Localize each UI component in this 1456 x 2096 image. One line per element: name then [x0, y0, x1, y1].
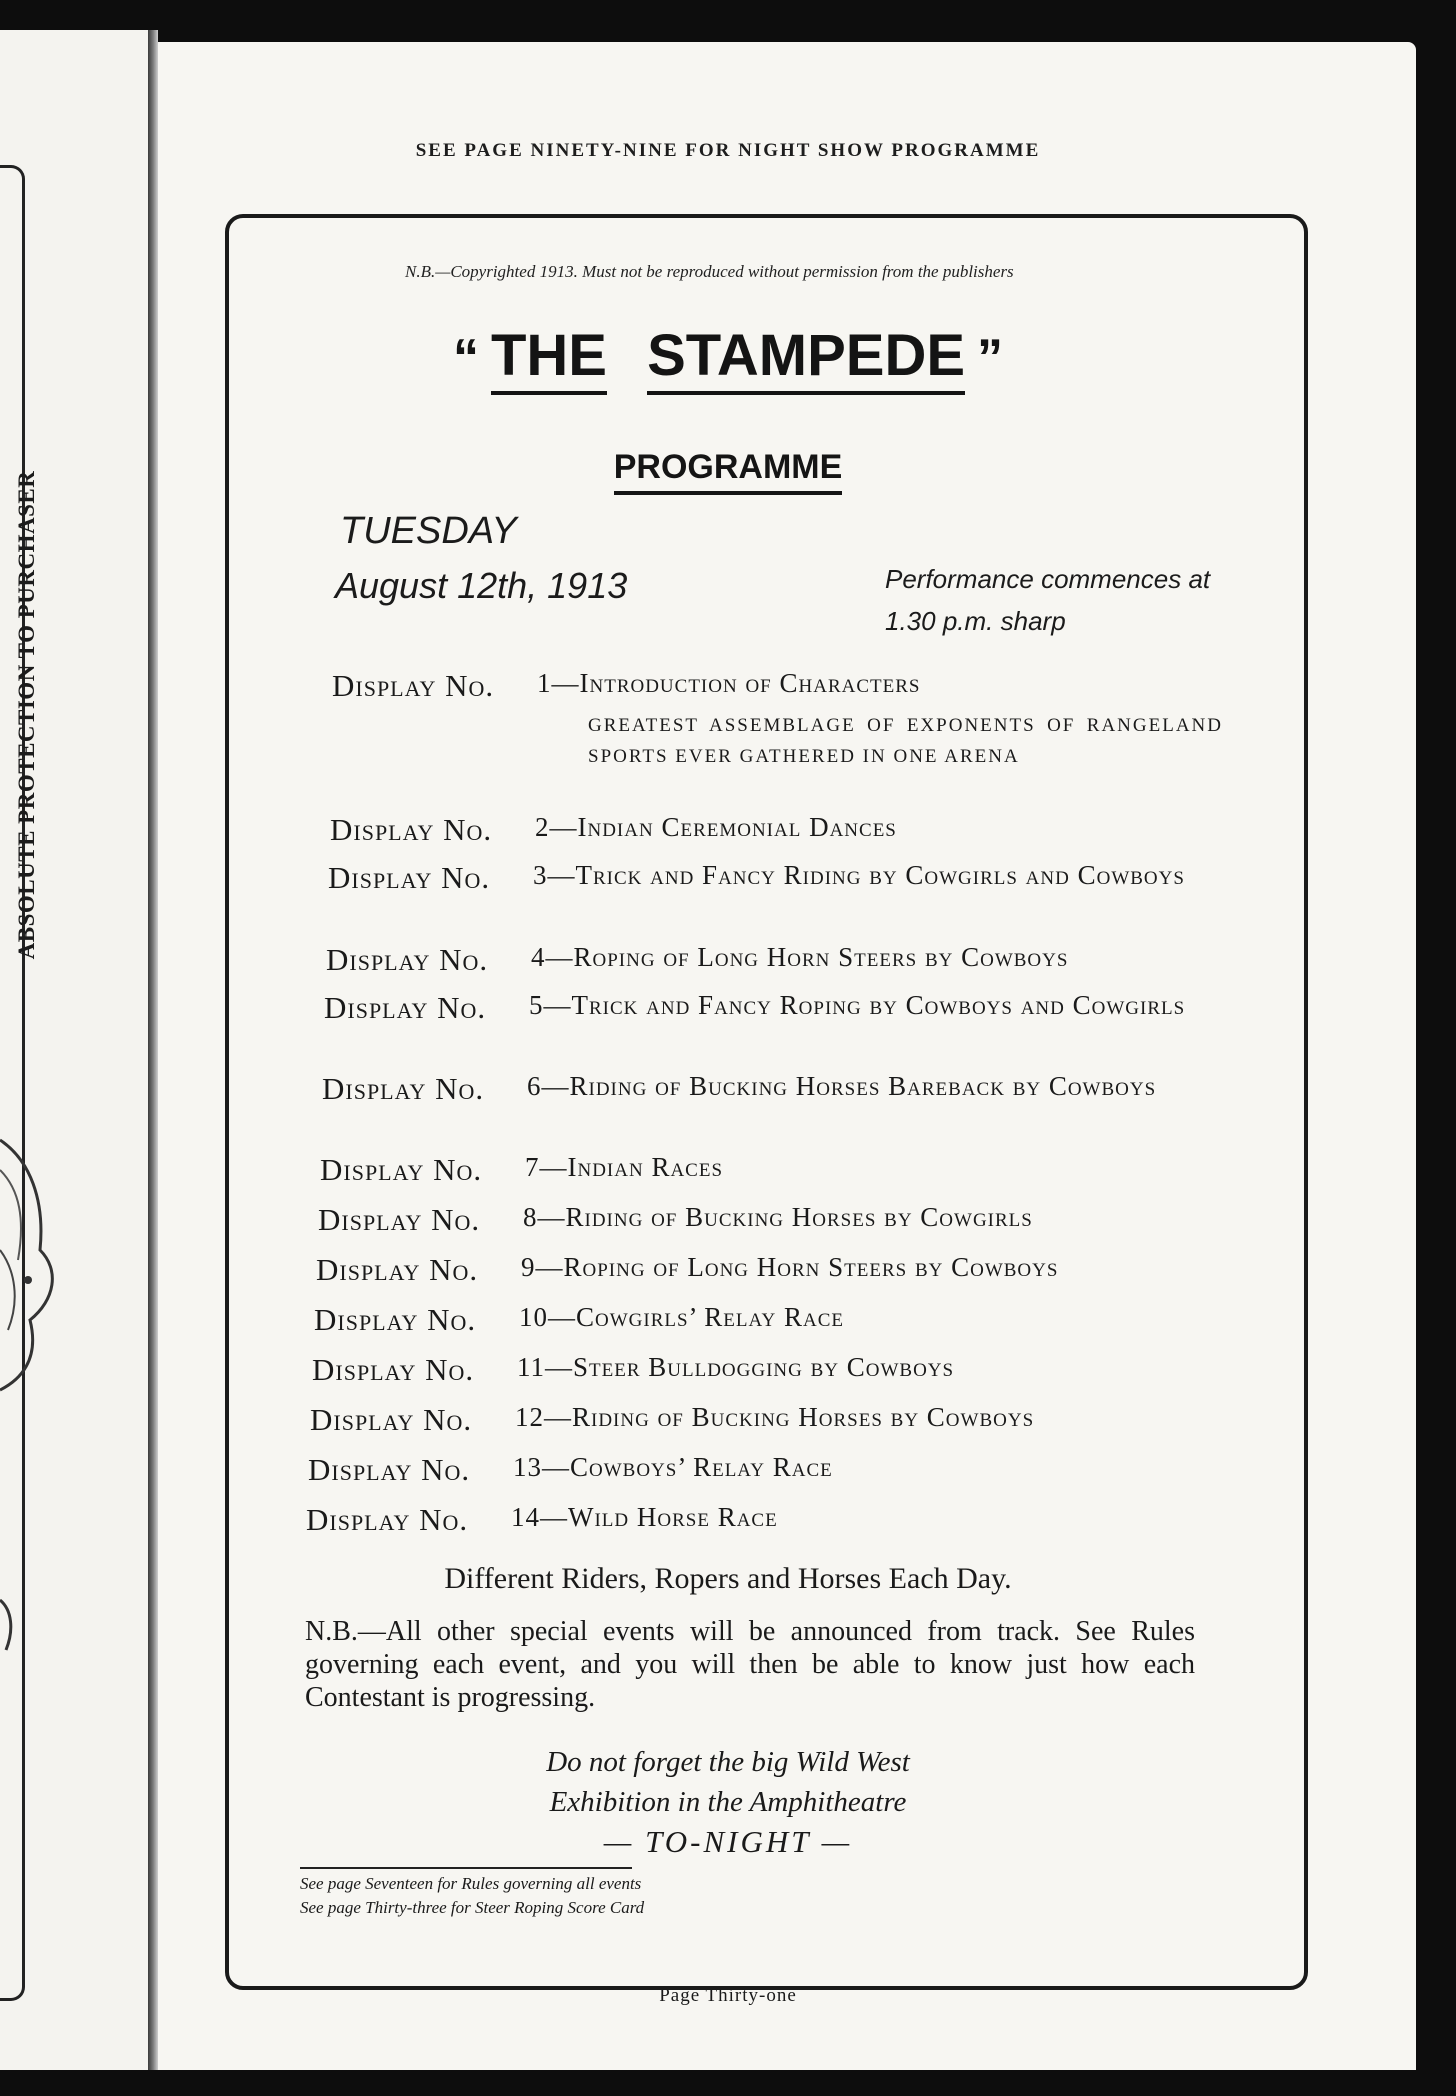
display-title — [533, 860, 1230, 896]
footnote-score-card: See page Thirty-three for Steer Roping Score Card — [300, 1898, 645, 1917]
display-title — [521, 1252, 1230, 1288]
title-word-stampede: STAMPEDE — [647, 322, 965, 395]
display-number: 13 — [513, 1452, 542, 1482]
display-row-11 — [312, 1352, 1230, 1388]
display-row-12 — [310, 1402, 1230, 1438]
display-title-text: Riding of Bucking Horses by Cowgirls — [565, 1202, 1033, 1232]
reminder-tonight: — TO-NIGHT — — [603, 1824, 853, 1859]
display-label: Display No. — [310, 1402, 473, 1437]
left-page-vertical-heading — [12, 425, 42, 1005]
display-dash: — — [540, 1502, 568, 1532]
display-title — [537, 668, 1230, 704]
copyright-notice: N.B.—Copyrighted 1913. Must not be reproduced without permission from the publishers — [405, 262, 1014, 281]
display-number: 11 — [517, 1352, 545, 1382]
display-number: 9 — [521, 1252, 536, 1282]
display-row-7 — [320, 1152, 1230, 1188]
display-dash: — — [545, 1352, 573, 1382]
display-number: 4 — [531, 942, 546, 972]
display-row-6 — [322, 1071, 1230, 1107]
display-title-text: Indian Races — [567, 1152, 724, 1182]
display-label: Display No. — [320, 1152, 483, 1187]
display-title — [525, 1152, 1230, 1188]
display-number: 14 — [511, 1502, 540, 1532]
display-title-text: Roping of Long Horn Steers by Cowboys — [563, 1252, 1059, 1282]
display-label: Display No. — [332, 668, 495, 703]
display-title-text: Trick and Fancy Roping by Cowboys and Cowgirls — [571, 990, 1186, 1020]
display-number: 10 — [519, 1302, 548, 1332]
display-dash: — — [545, 942, 574, 972]
display-title — [515, 1402, 1230, 1438]
title-word-the: THE — [491, 322, 607, 395]
reminder-line-2: Exhibition in the Amphitheatre — [549, 1786, 907, 1818]
display-dash: — — [549, 812, 578, 842]
display-title-text: Cowgirls’ Relay Race — [576, 1302, 844, 1332]
footnotes — [300, 1872, 800, 1920]
display-number: 1 — [537, 668, 552, 698]
display-row-14 — [306, 1502, 1230, 1538]
display-title — [535, 812, 1230, 848]
display-number: 7 — [525, 1152, 540, 1182]
wild-west-reminder — [0, 1742, 1456, 1862]
vertical-heading-text: ABSOLUTE PROTECTION TO PURCHASER — [14, 470, 39, 960]
display-row-5 — [324, 990, 1230, 1026]
display-row-4 — [326, 942, 1230, 978]
display-number: 6 — [527, 1071, 542, 1101]
display-number: 2 — [535, 812, 550, 842]
display-title-text: Wild Horse Race — [568, 1502, 778, 1532]
display-row-10 — [314, 1302, 1230, 1338]
display-label: Display No. — [306, 1502, 469, 1537]
display-dash: — — [543, 990, 572, 1020]
programme-heading — [0, 448, 1456, 495]
display-title — [529, 990, 1230, 1026]
footnote-divider — [300, 1867, 632, 1869]
event-date: August 12th, 1913 — [335, 565, 628, 606]
display-dash: — — [548, 1302, 576, 1332]
night-show-note: SEE PAGE NINETY-NINE FOR NIGHT SHOW PROGRAMME — [415, 140, 1041, 161]
display-row-1 — [332, 668, 1230, 704]
display-label: Display No. — [328, 860, 491, 895]
display-label: Display No. — [308, 1452, 471, 1487]
display-dash: — — [547, 860, 576, 890]
display-number: 12 — [515, 1402, 544, 1432]
performance-line-1: Performance commences at — [885, 564, 1211, 594]
display-title — [513, 1452, 1230, 1488]
display-label: Display No. — [326, 942, 489, 977]
special-events-note: N.B.—All other special events will be announced from track. See Rules governing each event, and you will then be able to know just how each Contestant is progressing. — [305, 1616, 1195, 1713]
display-title-text: Riding of Bucking Horses Bareback by Cowboys — [569, 1071, 1157, 1101]
display-label: Display No. — [312, 1352, 475, 1387]
display-dash: — — [535, 1252, 564, 1282]
display-label: Display No. — [316, 1252, 479, 1287]
programme-heading-text: PROGRAMME — [614, 448, 843, 495]
display-number: 5 — [529, 990, 544, 1020]
display-label: Display No. — [330, 812, 493, 847]
event-day: TUESDAY — [340, 510, 517, 552]
display-title — [531, 942, 1230, 978]
display-number: 3 — [533, 860, 548, 890]
display-title-text: Steer Bulldogging by Cowboys — [573, 1352, 955, 1382]
display-label: Display No. — [324, 990, 487, 1025]
display-title — [519, 1302, 1230, 1338]
display-title — [523, 1202, 1230, 1238]
display-dash: — — [541, 1071, 570, 1101]
page-title — [0, 322, 1456, 395]
display-title — [511, 1502, 1230, 1538]
bell-illustration-fragment — [0, 1130, 60, 1690]
display-label: Display No. — [314, 1302, 477, 1337]
footnote-rules: See page Seventeen for Rules governing all events — [300, 1874, 642, 1893]
display-dash: — — [539, 1152, 568, 1182]
display-title-text: Roping of Long Horn Steers by Cowboys — [573, 942, 1069, 972]
reminder-line-1: Do not forget the big Wild West — [546, 1746, 910, 1778]
display-dash: — — [544, 1402, 572, 1432]
display-row-2 — [330, 812, 1230, 848]
display-dash: — — [542, 1452, 570, 1482]
display-title — [517, 1352, 1230, 1388]
display-title — [527, 1071, 1230, 1107]
title-open-quote: “ — [452, 329, 479, 387]
display-label: Display No. — [322, 1071, 485, 1106]
display-label: Display No. — [318, 1202, 481, 1237]
title-close-quote: ” — [977, 329, 1004, 387]
display-dash: — — [537, 1202, 566, 1232]
display-row-8 — [318, 1202, 1230, 1238]
display-number: 8 — [523, 1202, 538, 1232]
display-title-text: Trick and Fancy Riding by Cowgirls and Cowboys — [575, 860, 1185, 890]
display-row-9 — [316, 1252, 1230, 1288]
display-dash: — — [551, 668, 580, 698]
display-row-3 — [328, 860, 1230, 896]
display-title-text: Riding of Bucking Horses by Cowboys — [572, 1402, 1035, 1432]
performance-time — [885, 558, 1245, 642]
display-title-text: Introduction of Characters — [579, 668, 921, 698]
display-row-13 — [308, 1452, 1230, 1488]
each-day-note: Different Riders, Ropers and Horses Each Day. — [444, 1562, 1012, 1595]
display-1-subtitle: GREATEST ASSEMBLAGE OF EXPONENTS OF RANGELAND SPORTS EVER GATHERED IN ONE ARENA — [588, 715, 1223, 767]
display-title-text: Cowboys’ Relay Race — [570, 1452, 833, 1482]
performance-line-2: 1.30 p.m. sharp — [885, 606, 1066, 636]
page-number: Page Thirty-one — [659, 1985, 797, 2006]
display-title-text: Indian Ceremonial Dances — [577, 812, 897, 842]
